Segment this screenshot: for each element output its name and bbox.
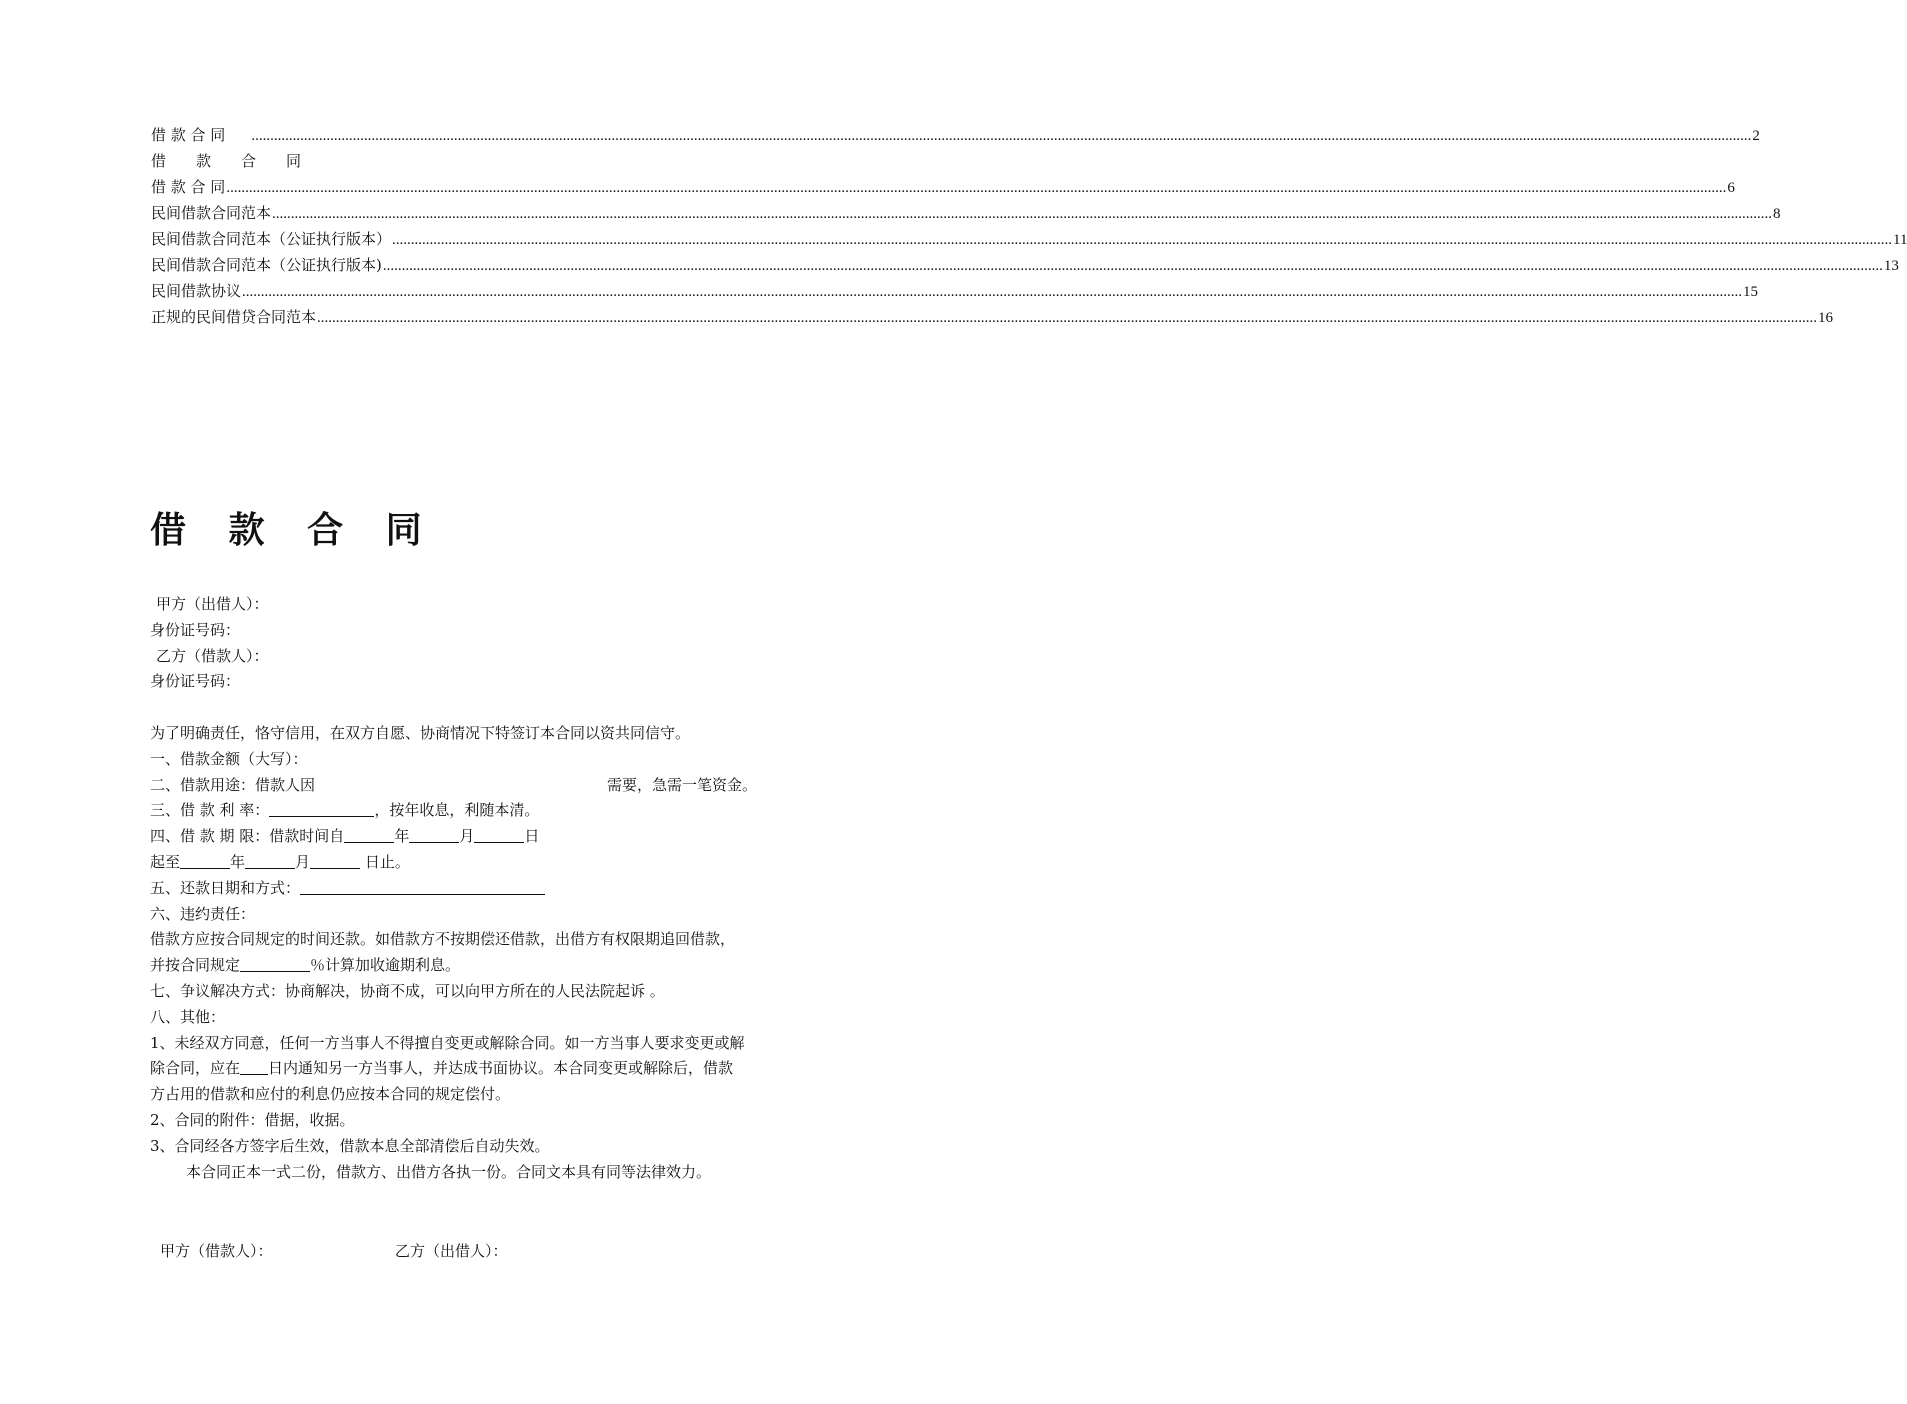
other-item-1c: 方占用的借款和应付的利息仍应按本合同的规定偿付。 [150, 1085, 511, 1104]
liability-text-2 [150, 953, 842, 979]
other-item-1b [150, 1056, 842, 1082]
toc-entry[interactable] [151, 122, 1760, 148]
other-item-1a: 1、未经双方同意，任何一方当事人不得擅自变更或解除合同。如一方当事人要求变更或解 [150, 1033, 745, 1052]
start-day-blank [474, 826, 524, 843]
toc-entry-label: 借 款 合 同 [151, 178, 226, 196]
toc-entry[interactable] [151, 174, 1735, 200]
toc-entry[interactable] [151, 304, 1834, 330]
clause-term [150, 824, 842, 850]
toc-leader-dots: ................................................................................................................................................................................................................................................................................................................................................................................................................ [392, 232, 1893, 248]
contract-body [150, 592, 842, 1185]
toc-entry[interactable] [151, 200, 1781, 226]
toc-entry-label: 民间借款协议 [151, 282, 242, 300]
signature-party-a: 甲方（借款人）： [160, 1242, 273, 1260]
repayment-blank [300, 878, 545, 895]
end-year-blank [180, 852, 230, 869]
clause-purpose-tail: 需要，急需一笔资金。 [607, 775, 758, 794]
toc-entry-label: 借 款 合 同 [151, 152, 302, 170]
term-end-label: 起至 [150, 852, 181, 871]
end-day-blank [310, 852, 360, 869]
end-month-blank [245, 852, 295, 869]
toc-entry[interactable] [151, 226, 1907, 252]
clause-other: 八、其他： [150, 1007, 226, 1026]
closing-text: 本合同正本一式二份，借款方、出借方各执一份。合同文本具有同等法律效力。 [186, 1162, 712, 1181]
other-item-1b-head: 除合同，应在 [150, 1059, 241, 1078]
toc-leader-dots: ................................................................................................................................................................................................................................................................................................................................................................................................................ [251, 128, 1752, 144]
clause-repayment [150, 876, 842, 902]
clause-rate [150, 798, 842, 824]
month-label: 月 [459, 827, 475, 846]
clause-amount: 一、借款金额（大写）： [150, 749, 308, 768]
start-month-blank [409, 826, 459, 843]
clause-purpose-label: 二、借款用途：借款人因 [150, 775, 316, 794]
toc-page-number: 16 [1818, 310, 1834, 326]
clause-rate-label: 三、借 款 利 率： [150, 801, 270, 820]
toc-entry[interactable] [151, 148, 843, 174]
term-end-tail: 日止。 [364, 852, 410, 871]
day-label: 日 [524, 827, 540, 846]
overdue-rate-blank [240, 955, 310, 972]
toc-entry-label: 借 款 合 同 [151, 126, 226, 144]
end-year-label: 年 [230, 852, 246, 871]
toc-entry-label: 正规的民间借贷合同范本 [151, 308, 317, 326]
clause-dispute: 七、争议解决方式：协商解决，协商不成，可以向甲方所在的人民法院起诉 。 [150, 981, 665, 1000]
party-a-lender: 甲方（出借人）： [156, 595, 269, 613]
toc-page-number: 13 [1883, 258, 1899, 274]
toc-entry-label: 民间借款合同范本（公证执行版本） [151, 230, 392, 248]
other-item-1b-tail: 日内通知另一方当事人，并达成书面协议。本合同变更或解除后，借款 [268, 1059, 734, 1078]
rate-blank [269, 800, 374, 817]
liability-text-2b: ％计算加收逾期利息。 [310, 956, 461, 975]
toc-leader-dots: ................................................................................................................................................................................................................................................................................................................................................................................................................ [272, 206, 1773, 222]
end-month-label: 月 [295, 852, 311, 871]
toc-entry[interactable] [151, 252, 1899, 278]
year-label: 年 [394, 827, 410, 846]
party-b-borrower: 乙方（借款人）： [156, 646, 269, 665]
clause-term-end [150, 850, 842, 876]
spacer [150, 695, 842, 721]
toc-page-number: 15 [1743, 284, 1759, 300]
party-b-id: 身份证号码： [150, 672, 241, 691]
other-item-2: 2、合同的附件：借据，收据。 [150, 1110, 355, 1129]
toc-leader-dots: ................................................................................................................................................................................................................................................................................................................................................................................................................ [242, 284, 1743, 300]
notice-days-blank [240, 1058, 268, 1075]
document-title: 借 款 合 同 [150, 509, 437, 551]
other-item-3: 3、合同经各方签字后生效，借款本息全部清偿后自动失效。 [150, 1136, 550, 1155]
clause-purpose [150, 773, 842, 799]
toc-leader-dots: ................................................................................................................................................................................................................................................................................................................................................................................................................ [226, 180, 1727, 196]
toc-entry-label: 民间借款合同范本 [151, 204, 272, 222]
toc-page-number: 2 [1752, 128, 1760, 144]
toc-leader-dots: ................................................................................................................................................................................................................................................................................................................................................................................................................ [382, 258, 1883, 274]
clause-repayment-label: 五、还款日期和方式： [150, 878, 301, 897]
clause-liability: 六、违约责任： [150, 904, 256, 923]
toc-page-number: 6 [1727, 180, 1735, 196]
toc-leader-dots: ................................................................................................................................................................................................................................................................................................................................................................................................................ [317, 310, 1818, 326]
party-a-id: 身份证号码： [150, 620, 241, 639]
toc-entry[interactable] [151, 278, 1759, 304]
toc-page-number: 8 [1773, 206, 1781, 222]
clause-rate-tail: ，按年收息，利随本清。 [374, 801, 540, 820]
toc-entry-label: 民间借款合同范本（公证执行版本) [151, 256, 382, 274]
toc-page-number: 11 [1893, 232, 1907, 248]
intro-text: 为了明确责任，恪守信用，在双方自愿、协商情况下特签订本合同以资共同信守。 [150, 723, 691, 742]
liability-text-1: 借款方应按合同规定的时间还款。如借款方不按期偿还借款，出借方有权限期追回借款， [150, 930, 736, 949]
signature-party-b: 乙方（出借人）： [395, 1242, 508, 1260]
start-year-blank [344, 826, 394, 843]
liability-text-2a: 并按合同规定 [150, 956, 241, 975]
table-of-contents [151, 122, 1907, 330]
clause-term-label: 四、借 款 期 限：借款时间自 [150, 827, 345, 846]
